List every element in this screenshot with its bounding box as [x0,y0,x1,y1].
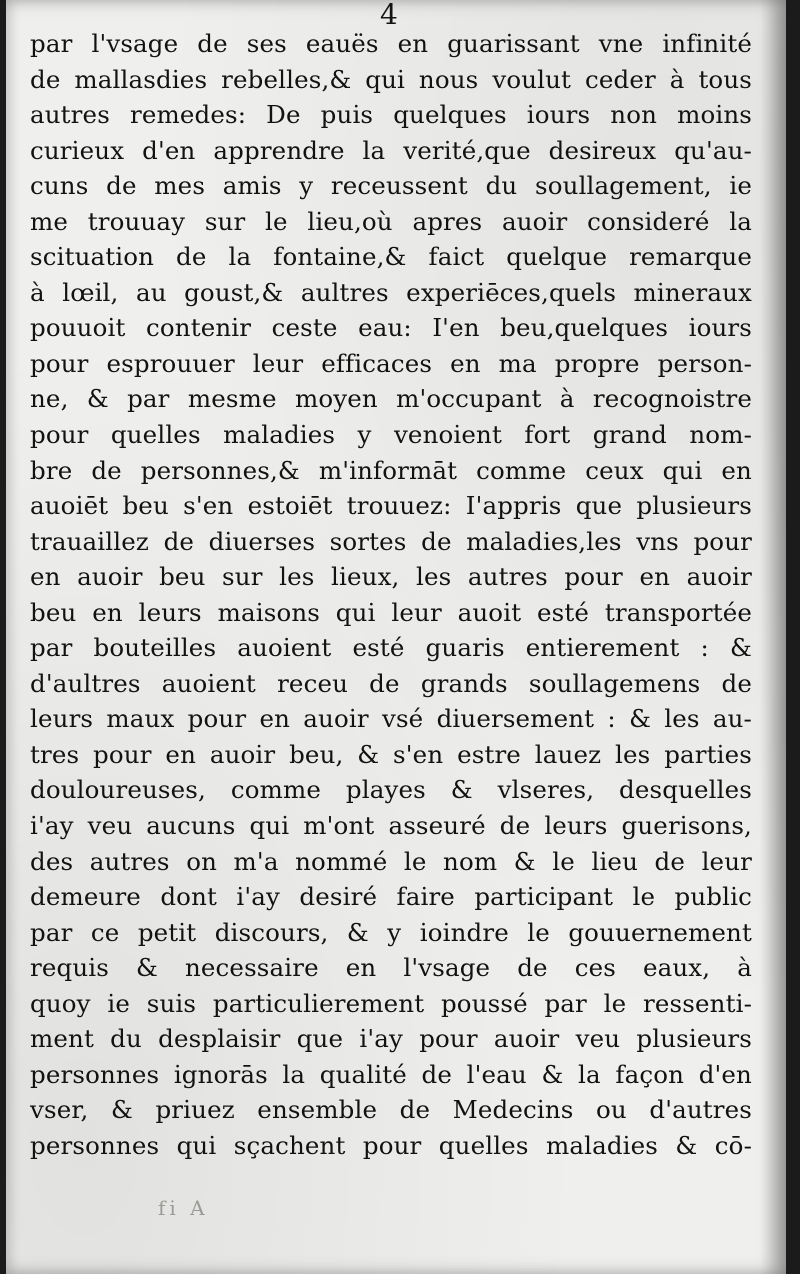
text-line: de mallasdies rebelles,& qui nous voulut ceder à tous [30,64,752,94]
body-text [30,26,752,1164]
text-line: à lœil, au goust,& aultres experiēces,quels mineraux [30,277,752,307]
text-line: pour quelles maladies y venoient fort grand nom- [30,420,752,450]
text-line: quoy ie suis particulierement poussé par le ressenti- [30,988,752,1018]
text-line: pouuoit contenir ceste eau: I'en beu,quelques iours [30,313,752,343]
text-line: scituation de la fontaine,& faict quelque remarque [30,242,752,272]
text-line: en auoir beu sur les lieux, les autres pour en auoir [30,562,752,592]
text-line: ment du desplaisir que i'ay pour auoir veu plusieurs [30,1024,752,1054]
text-line: ne, & par mesme moyen m'occupant à recognoistre [30,384,752,414]
text-line: bre de personnes,& m'informāt comme ceux qui en [30,455,752,485]
text-line: pour esprouuer leur efficaces en ma propre person- [30,348,752,378]
text-line: tres pour en auoir beu, & s'en estre lauez les parties [30,739,752,769]
text-line: autres remedes: De puis quelques iours non moins [30,100,752,130]
text-line: d'aultres auoient receu de grands soullagemens de [30,668,752,698]
text-line: me trouuay sur le lieu,où apres auoir consideré la [30,206,752,236]
text-line: demeure dont i'ay desiré faire participant le public [30,882,752,912]
text-line: cuns de mes amis y receussent du soullagement, ie [30,171,752,201]
text-line: des autres on m'a nommé le nom & le lieu de leur [30,846,752,876]
text-line: leurs maux pour en auoir vsé diuersement : & les au- [30,704,752,734]
text-line: vser, & priuez ensemble de Medecins ou d'autres [30,1095,752,1125]
text-line: personnes qui sçachent pour quelles maladies & cō- [30,1130,752,1160]
text-line: requis & necessaire en l'vsage de ces eaux, à [30,953,752,983]
page-edge-shadow [760,0,786,1274]
text-line: trauaillez de diuerses sortes de maladies,les vns pour [30,526,752,556]
text-line: curieux d'en apprendre la verité,que desireux qu'au- [30,135,752,165]
text-line: par l'vsage de ses eauës en guarissant vne infinité [30,29,752,58]
text-line: i'ay veu aucuns qui m'ont asseuré de leurs guerisons, [30,811,752,841]
text-line: auoiēt beu s'en estoiēt trouuez: I'appris que plusieurs [30,491,752,521]
text-line: par ce petit discours, & y ioindre le gouuernement [30,917,752,947]
text-line: beu en leurs maisons qui leur auoit esté transportée [30,597,752,627]
text-line: par bouteilles auoient esté guaris entierement : & [30,633,752,663]
signature-mark: fi A [158,1196,209,1220]
text-line: personnes ignorās la qualité de l'eau & la façon d'en [30,1059,752,1089]
book-page [6,0,786,1274]
text-line: douloureuses, comme playes & vlseres, desquelles [30,775,752,805]
page-number: 4 [380,0,398,31]
